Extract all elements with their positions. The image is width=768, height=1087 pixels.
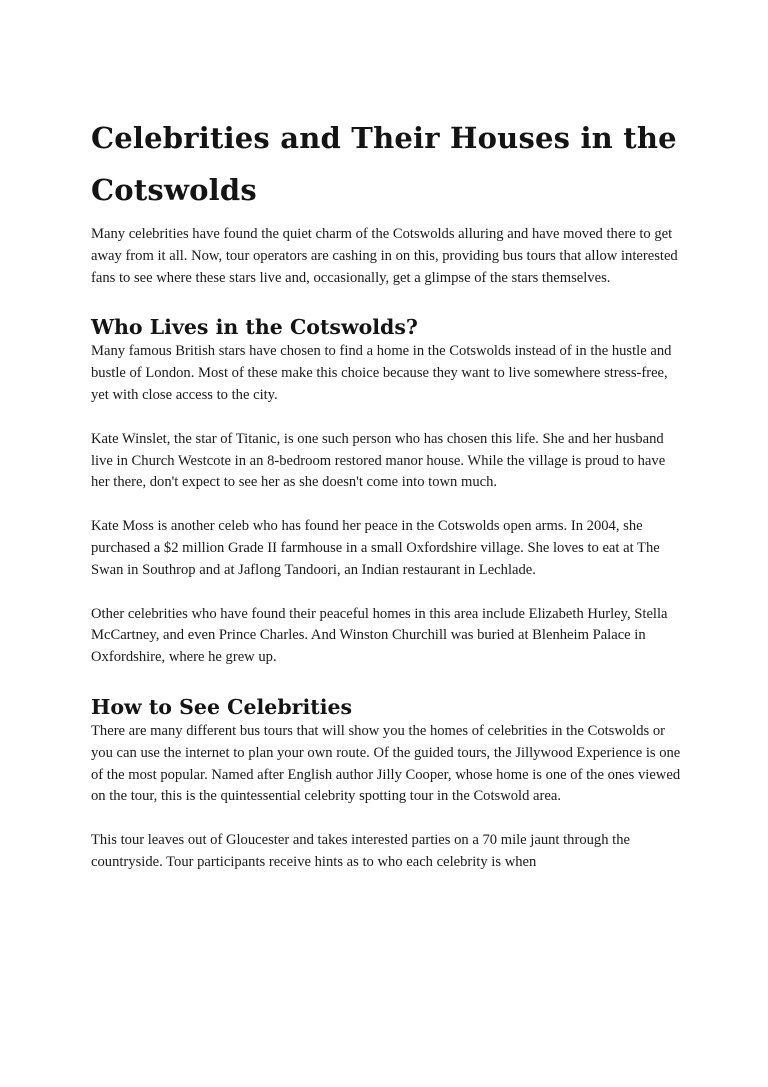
section-heading-who-lives: Who Lives in the Cotswolds? <box>91 315 418 340</box>
document-page <box>91 112 683 874</box>
paragraph: Many famous British stars have chosen to find a home in the Cotswolds instead of in the hustle and bustle of London. Most of these make this choice because they want to live somewhere stress-free, yet with close access to the city. <box>91 343 672 403</box>
paragraph: There are many different bus tours that will show you the homes of celebrities in the Cotswolds or you can use the internet to plan your own route. Of the guided tours, the Jillywood Experience is one of the most popular. Named after English author Jilly Cooper, whose home is one of the ones viewed on the tour, this is the quintessential celebrity spotting tour in the Cotswold area. <box>91 722 681 805</box>
intro-paragraph: Many celebrities have found the quiet charm of the Cotswolds alluring and have moved there to get away from it all. Now, tour operators are cashing in on this, providing bus tours that allow interested fans to see where these stars live and, occasionally, get a glimpse of the stars themselves. <box>91 226 678 286</box>
paragraph: Kate Moss is another celeb who has found her peace in the Cotswolds open arms. In 2004, she purchased a $2 million Grade II farmhouse in a small Oxfordshire village. She loves to eat at The Swan in Southrop and at Jaflong Tandoori, an Indian restaurant in Lechlade. <box>91 518 660 578</box>
paragraph: Other celebrities who have found their peaceful homes in this area include Elizabeth Hurley, Stella McCartney, and even Prince Charles. And Winston Churchill was buried at Blenheim Palace in Oxfordshire, where he grew up. <box>91 605 668 666</box>
paragraph: This tour leaves out of Gloucester and takes interested parties on a 70 mile jaunt through the countryside. Tour participants receive hints as to who each celebrity is when <box>91 832 631 870</box>
document-title: Celebrities and Their Houses in the Cotswolds <box>91 121 677 207</box>
paragraph: Kate Winslet, the star of Titanic, is one such person who has chosen this life. She and her husband live in Church Westcote in an 8-bedroom restored manor house. While the village is proud to have her there, don't expect to see her as she doesn't come into town much. <box>91 430 666 491</box>
section-heading-how-to-see: How to See Celebrities <box>91 694 353 719</box>
